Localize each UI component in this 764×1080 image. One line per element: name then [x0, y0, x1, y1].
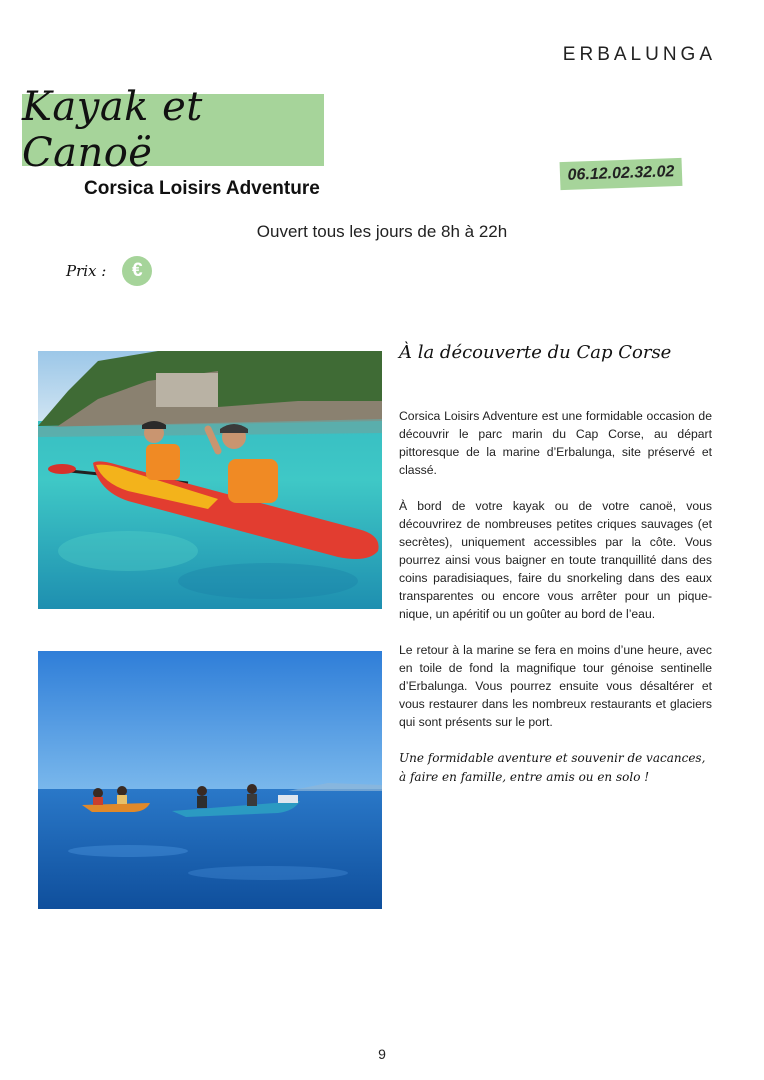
region-label: ERBALUNGA	[562, 44, 716, 65]
euro-icon	[122, 256, 152, 286]
opening-hours: Ouvert tous les jours de 8h à 22h	[256, 222, 508, 241]
article-closing: Une formidable aventure et souvenir de vacances, à faire en famille, entre amis ou en solo !	[399, 751, 706, 784]
article-paragraph-1: Corsica Loisirs Adventure est une formidable occasion de découvrir le parc marin du Cap Corse, au départ pittoresque de la marine d’Erbalunga, site préservé et classé.	[399, 409, 712, 477]
page-number: 9	[378, 1046, 386, 1062]
kayak-photo-coast	[38, 351, 382, 609]
company-name: Corsica Loisirs Adventure	[84, 178, 320, 199]
phone-badge	[560, 158, 683, 190]
article	[399, 342, 712, 787]
article-heading: À la découverte du Cap Corse	[399, 342, 672, 363]
phone-number: 06.12.02.32.02	[567, 163, 675, 184]
article-paragraph-3: Le retour à la marine se fera en moins d’une heure, avec en toile de fond la magnifique tour génoise sentinelle d’Erbalunga. Vous pourrez ensuite vous désaltérer et vous restaurer dans les nombreux restaurants et glaciers qui sont présents sur le port.	[399, 643, 712, 729]
kayak-photo-open-sea	[38, 651, 382, 909]
price-row	[66, 256, 152, 286]
title-banner	[22, 84, 324, 176]
euro-symbol: €	[132, 260, 143, 281]
article-paragraph-2: À bord de votre kayak ou de votre canoë, vous découvrirez de nombreuses petites criques sauvages (et secrètes), uniquement accessibles par la côte. Vous pourrez ainsi vous baigner en toute tranquillité dans des coins paradisiaques, faire du snorkeling dans des eaux transparentes ou encore vous arrêter pour un pique-nique, un apéritif ou un goûter au bord de l’eau.	[399, 499, 712, 621]
page-title: Kayak et Canoë	[22, 84, 203, 176]
price-label: Prix :	[66, 262, 107, 280]
